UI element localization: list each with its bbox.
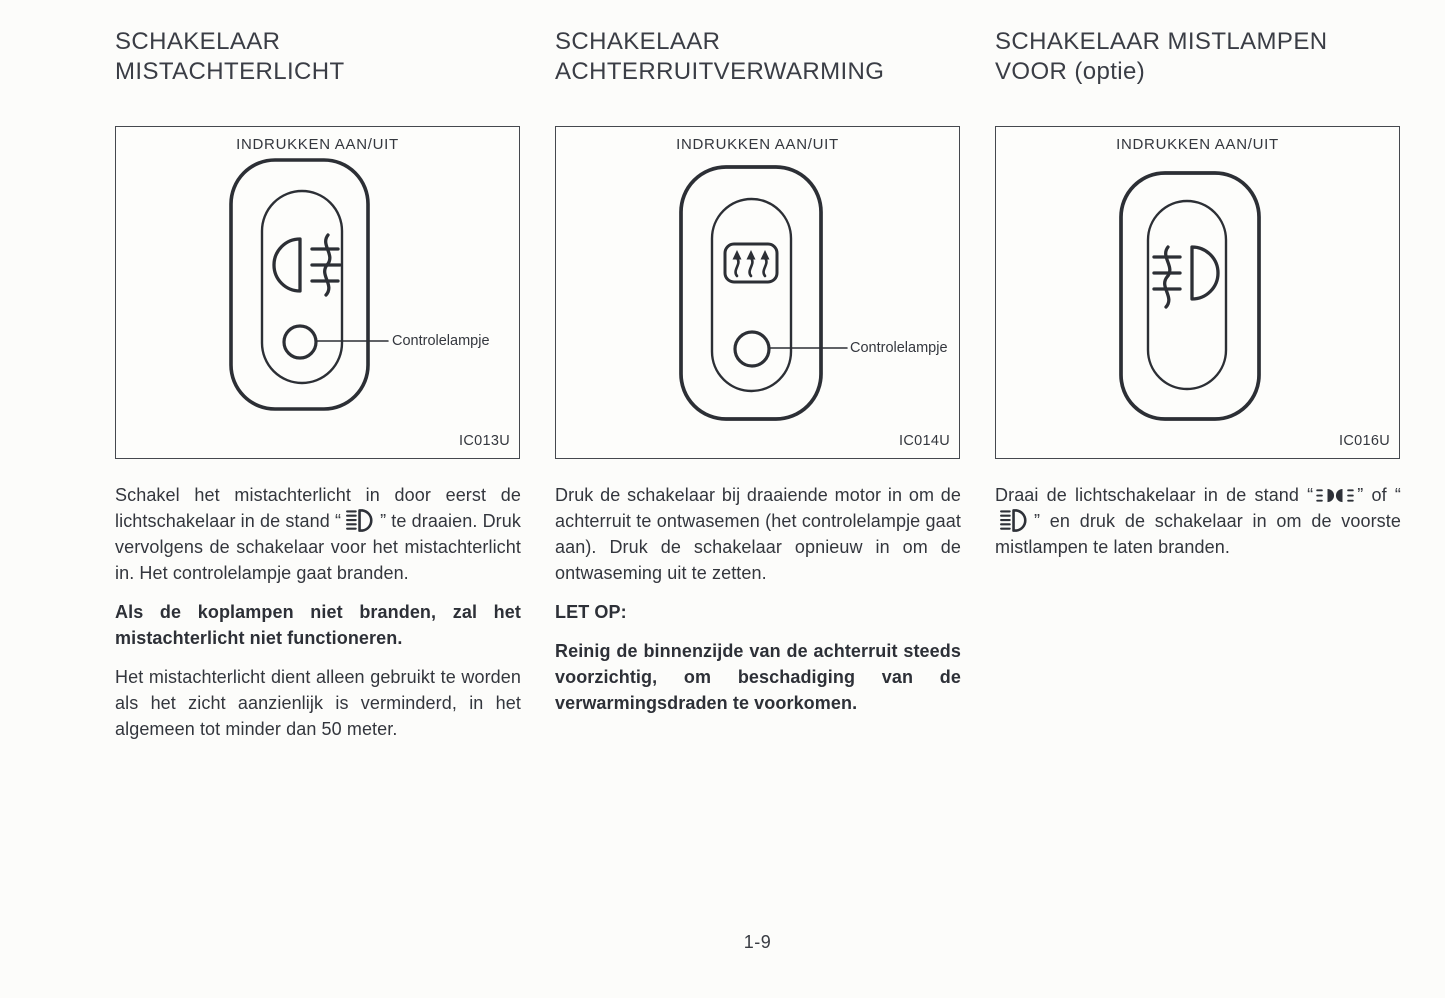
rear-window-defrost-icon: [725, 244, 777, 282]
indicator-label: Controlelampje: [850, 340, 948, 356]
figure-caption: INDRUKKEN AAN/UIT: [1116, 136, 1279, 153]
switch-outline: [1121, 173, 1259, 419]
paragraph-2-bold: Als de koplampen niet branden, zal het mistachterlicht niet functioneren.: [115, 602, 521, 648]
section-title-mistlampen-voor: [995, 27, 1327, 87]
indicator-lamp-circle: [735, 332, 769, 366]
paragraph-text: ” te draaien. Druk vervolgens de schakelaar voor het mistachterlicht in. Het controlelampje gaat branden.: [115, 511, 521, 583]
figure-caption: INDRUKKEN AAN/UIT: [676, 136, 839, 153]
title-line-1: SCHAKELAAR: [555, 28, 721, 55]
rear-fog-lamp-icon: [274, 235, 340, 295]
section-title-mistachterlicht: [115, 27, 345, 87]
page-number: 1-9: [743, 932, 772, 952]
low-beam-headlight-icon: [998, 509, 1031, 532]
paragraph-text: ” of “: [1357, 485, 1401, 505]
title-line-2: ACHTERRUITVERWARMING: [555, 58, 885, 85]
figure-defrost-switch: [555, 126, 960, 459]
figure-code: IC013U: [459, 433, 510, 449]
front-fog-switch-drawing: [996, 127, 1399, 458]
switch-outline: [681, 167, 821, 419]
paragraph-text: Draai de lichtschakelaar in de stand “: [995, 485, 1314, 505]
figure-rear-fog-switch: [115, 126, 520, 459]
paragraph-text: Schakel het mistachterlicht in door eerst de lichtschakelaar in de stand “: [115, 485, 521, 531]
paragraph-text: ” en druk de schakelaar in om de voorste mistlampen te laten branden.: [995, 511, 1401, 557]
title-line-2: VOOR (optie): [995, 58, 1146, 85]
figure-front-fog-switch: [995, 126, 1400, 459]
figure-code: IC016U: [1339, 433, 1390, 449]
indicator-label: Controlelampje: [392, 333, 490, 349]
title-line-1: SCHAKELAAR: [115, 28, 281, 55]
section-title-achterruitverwarming: [555, 27, 884, 87]
front-fog-lamp-icon: [1154, 247, 1218, 307]
body-text-mistlampen-voor: [995, 482, 1401, 573]
switch-rocker-face: [712, 199, 791, 391]
defrost-switch-drawing: [556, 127, 959, 458]
note-text: Reinig de binnenzijde van de achterruit steeds voorzichtig, om beschadiging van de verwarmingsdraden te voorkomen.: [555, 641, 961, 713]
paragraph-1: [115, 482, 521, 586]
low-beam-headlight-icon: [344, 509, 377, 532]
body-text-achterruitverwarming: [555, 482, 961, 729]
title-line-2: MISTACHTERLICHT: [115, 58, 345, 85]
rear-fog-switch-drawing: [116, 127, 519, 458]
body-text-mistachterlicht: [115, 482, 521, 755]
switch-rocker-face: [1148, 201, 1226, 389]
figure-caption: INDRUKKEN AAN/UIT: [236, 136, 399, 153]
indicator-lamp-circle: [284, 326, 316, 358]
paragraph-1: Druk de schakelaar bij draaiende motor in om de achterruit te ontwasemen (het controlelampje gaat aan). Druk de schakelaar opnieuw in om de ontwaseming uit te zetten.: [555, 485, 961, 583]
figure-code: IC014U: [899, 433, 950, 449]
note-title: LET OP:: [555, 602, 627, 622]
paragraph-3: Het mistachterlicht dient alleen gebruikt te worden als het zicht aanzienlijk is verminderd, in het algemeen tot minder dan 50 meter.: [115, 667, 521, 739]
paragraph-1: [995, 482, 1401, 560]
position-lights-icon: [1316, 488, 1354, 503]
title-line-1: SCHAKELAAR MISTLAMPEN: [995, 28, 1328, 55]
